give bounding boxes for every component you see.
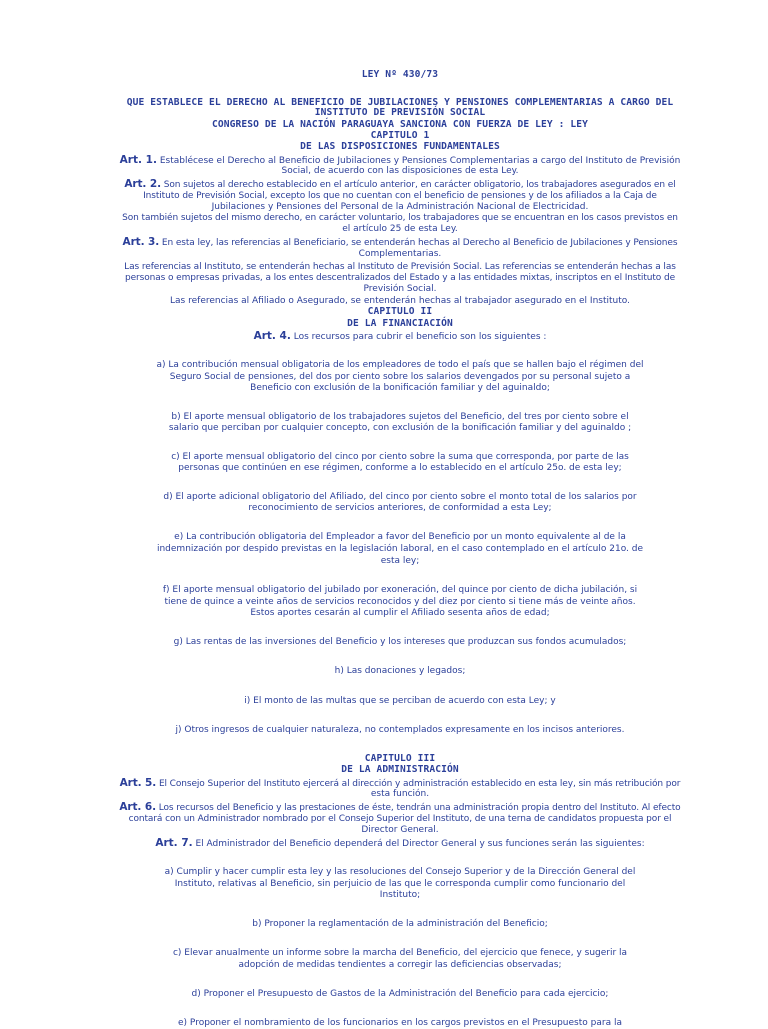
article-text: Jubilaciones y Pensiones del Personal de la Administración Nacional de Electricidad. (211, 202, 589, 212)
inciso-e: e) La contribución obligatoria del Empleador a favor del Beneficio por un monto equivalente al de la (174, 532, 626, 542)
article-text: Director General. (361, 825, 439, 835)
article-text: Social, de acuerdo con las disposiciones de esta Ley. (281, 166, 519, 176)
congress-line: CONGRESO DE LA NACIÓN PARAGUAYA SANCIONA CON FUERZA DE LEY : LEY (211, 119, 589, 130)
chapter-title: CAPITULO II (367, 306, 433, 317)
article-6: Art. 6. Los recursos del Beneficio y las prestaciones de éste, tendrán una administración propia dentro del Instituto. Al efecto (119, 801, 681, 813)
inciso-j: j) Otros ingresos de cualquier naturaleza, no contemplados expresamente en los incisos anteriores. (175, 725, 625, 735)
inciso-b: b) El aporte mensual obligatorio de los trabajadores sujetos del Beneficio, del tres por ciento sobre el (171, 412, 629, 422)
article-3: Art. 3. En esta ley, las referencias al Beneficiario, se entenderán hechas al Derecho al Beneficio de Jubilaciones y Pensiones (122, 236, 678, 248)
inciso-i: i) El monto de las multas que se perciban de acuerdo con esta Ley; y (244, 696, 556, 706)
article-1: Art. 1. Establécese el Derecho al Beneficio de Jubilaciones y Pensiones Complementarias a cargo del Instituto de Previsión (119, 154, 681, 166)
article-5: Art. 5. El Consejo Superior del Instituto ejercerá al dirección y administración establecido en esta ley, sin más retribución por (119, 777, 681, 789)
article-label: Art. 3. (122, 236, 160, 248)
inciso-c: c) El aporte mensual obligatorio del cinco por ciento sobre la suma que corresponda, por parte de las (171, 452, 629, 462)
article-text: Complementarias. (358, 249, 442, 259)
function-text: Instituto, relativas al Beneficio, sin perjuicio de las que le corresponda cumplir como funcionario del (174, 879, 626, 889)
article-text: Son también sujetos del mismo derecho, en carácter voluntario, los trabajadores que se encuentran en los casos previstos en (122, 213, 678, 223)
function-text: adopción de medidas tendientes a corregir las deficiencias observadas; (238, 960, 562, 970)
chapter-title: CAPITULO 1 (370, 130, 430, 141)
inciso-text: esta ley; (380, 556, 420, 566)
article-label: Art. 1. (119, 154, 157, 166)
inciso-text: Estos aportes cesarán al cumplir el Afiliado sesenta años de edad; (250, 608, 550, 618)
article-text: personas o empresas privadas, a los entes descentralizados del Estado y a las entidades mixtas, inscriptos en el Instituto de (124, 273, 676, 283)
inciso-text: Beneficio con exclusión de la bonificación familiar y del aguinaldo; (250, 383, 550, 393)
function-a: a) Cumplir y hacer cumplir esta ley y las resoluciones del Consejo Superior y de la Dirección General del (164, 867, 636, 877)
function-d: d) Proponer el Presupuesto de Gastos de la Administración del Beneficio para cada ejercicio; (191, 989, 609, 999)
inciso-g: g) Las rentas de las inversiones del Beneficio y los intereses que produzcan sus fondos acumulados; (173, 637, 627, 647)
inciso-f: f) El aporte mensual obligatorio del jubilado por exoneración, del quince por ciento de dicha jubilación, si (162, 585, 638, 595)
inciso-text: indemnización por despido previstas en la legislación laboral, en el caso contemplado en el artículo 21o. de (156, 544, 644, 554)
inciso-d: d) El aporte adicional obligatorio del Afiliado, del cinco por ciento sobre el monto total de los salarios por (163, 492, 637, 502)
article-2: Art. 2. Son sujetos al derecho establecido en el artículo anterior, en carácter obligatorio, los trabajadores asegurados en el (124, 178, 676, 190)
article-label: Art. 2. (124, 178, 161, 190)
article-text: el artículo 25 de esta Ley. (342, 224, 458, 234)
function-c: c) Elevar anualmente un informe sobre la marcha del Beneficio, del ejercicio que fenece, y sugerir la (172, 948, 628, 958)
article-text: contará con un Administrador nombrado por el Consejo Superior del Instituto, de una terna de candidatos propuesta por el (128, 814, 672, 824)
article-label: Art. 4. (253, 330, 291, 342)
chapter-title: CAPITULO III (364, 753, 436, 764)
chapter-name: DE LAS DISPOSICIONES FUNDAMENTALES (300, 141, 500, 152)
article-text: esta función. (370, 789, 430, 799)
article-text: Las referencias al Afiliado o Asegurado, se entenderán hechas al trabajador asegurado en el Instituto. (170, 296, 630, 306)
law-subtitle: QUE ESTABLECE EL DERECHO AL BENEFICIO DE JUBILACIONES Y PENSIONES COMPLEMENTARIAS A CARGO DEL (126, 97, 674, 108)
article-4: Art. 4. Los recursos para cubrir el beneficio son los siguientes : (253, 330, 547, 342)
law-document (100, 0, 700, 1028)
law-subtitle: INSTITUTO DE PREVISIÓN SOCIAL (314, 107, 486, 118)
inciso-text: personas que continúen en ese régimen, conforme a lo establecido en el artículo 25o. de esta ley; (178, 463, 622, 473)
chapter-name: DE LA ADMINISTRACIÓN (341, 764, 459, 775)
inciso-text: reconocimiento de servicios anteriores, de conformidad a esta Ley; (248, 503, 552, 513)
inciso-text: Seguro Social de pensiones, del dos por ciento sobre los salarios devengados por su personal sujeto a (169, 372, 631, 382)
inciso-a: a) La contribución mensual obligatoria de los empleadores de todo el país que se hallen bajo el régimen del (156, 360, 644, 370)
article-text: Instituto de Previsión Social, excepto los que no cuentan con el beneficio de pensiones y de los afiliados a la Caja de (143, 191, 657, 201)
function-text: Instituto; (379, 890, 421, 900)
article-label: Art. 7. (155, 837, 193, 849)
chapter-name: DE LA FINANCIACIÓN (347, 318, 453, 329)
article-7: Art. 7. El Administrador del Beneficio dependerá del Director General y sus funciones serán las siguientes: (155, 837, 645, 849)
article-label: Art. 5. (119, 777, 157, 789)
law-title: LEY Nº 430/73 (361, 69, 439, 80)
inciso-text: salario que perciban por cualquier concepto, con exclusión de la bonificación familiar y del aguinaldo ; (168, 423, 632, 433)
article-text: Previsión Social. (363, 284, 437, 294)
function-e: e) Proponer el nombramiento de los funcionarios en los cargos previstos en el Presupuesto para la (178, 1018, 622, 1028)
function-b: b) Proponer la reglamentación de la administración del Beneficio; (252, 919, 548, 929)
article-text: Las referencias al Instituto, se entenderán hechas al Instituto de Previsión Social. Las referencias se entenderán hechas a las (124, 262, 676, 272)
inciso-h: h) Las donaciones y legados; (334, 666, 466, 676)
article-label: Art. 6. (119, 801, 156, 813)
inciso-text: tiene de quince a veinte años de servicios reconocidos y del diez por ciento si tiene más de veinte años. (164, 597, 636, 607)
